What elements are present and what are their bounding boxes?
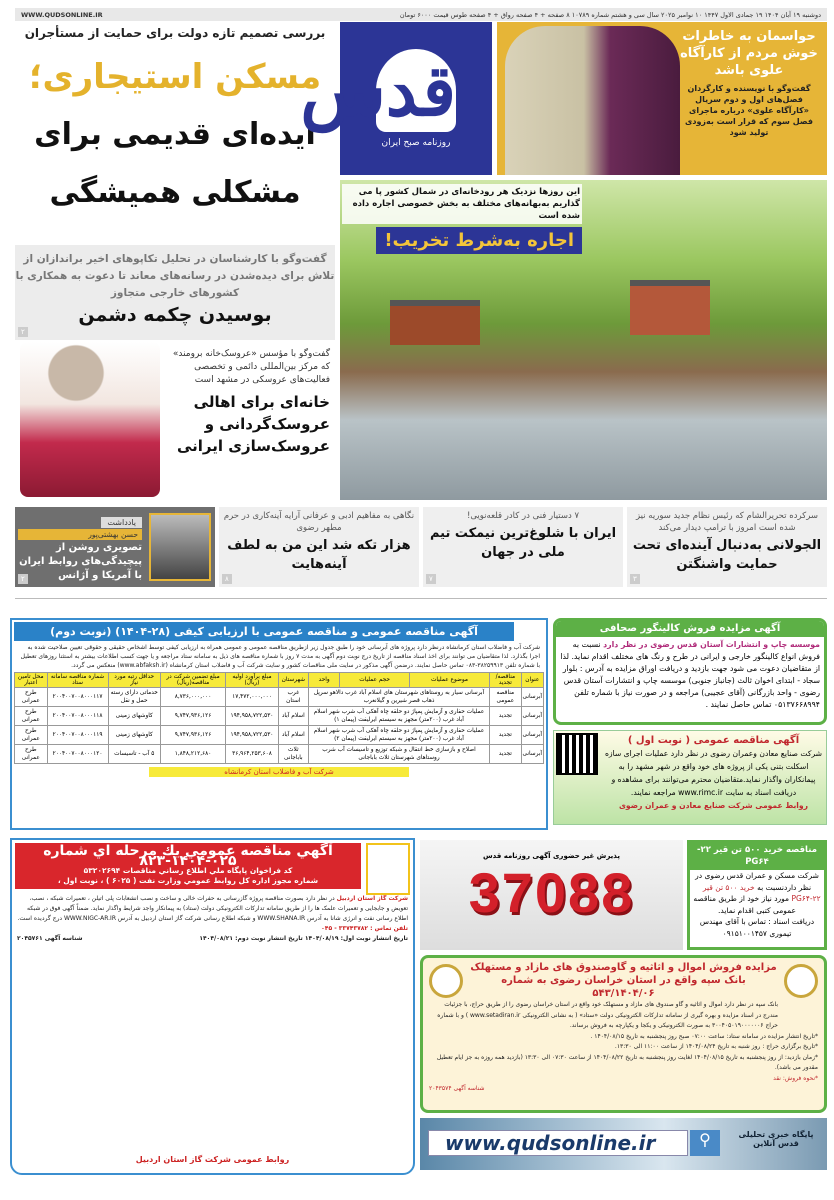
ad-subtitle: شماره مجوز اداره كل روابط عمومي وزارت نفت ( ۶۰۲۵ ) ، نوبت اول ، <box>57 876 319 885</box>
table-cell: ۱,۸۴۸,۲۱۲,۶۸۰ <box>160 745 225 764</box>
dateline: دوشنبه ۱۹ آبان ۱۴۰۴ ۱۹ جمادی الاول ۱۴۴۷ ۱۰ نوامبر ۲۰۲۵ سال سی و هشتم شماره ۱۰۷۸۹ ۸ صفحه + ۴ صفحه رواق + ۴ صفحه طوس قیمت ۶۰۰۰ تومان <box>399 10 821 19</box>
gray-story-title: بوسیدن چکمه دشمن <box>78 304 272 326</box>
mine-tender-ad <box>553 730 827 825</box>
table-header: مبلغ برآورد اولیه (ریال) <box>226 673 278 688</box>
table-cell: ۹,۷۴۷,۹۳۶,۱۲۶ <box>160 726 225 745</box>
ad-body: در نظر دارد بصورت مناقصه پروژه گازرسانی به حفرات خالی و ساخت و نصب انشعابات پلی اتیلن ، تعمیرات شبکه ، نصب، تعویض و جابجایی و تعمیرات علمک ها را از طریق سامانه تدارکات الکترونیکی دولت (ستاد) به پیمانکار واجد شرایط واگذار نماید. ضمناً آگهی فوق در شبکه اطلاع رسانی نفت و انرژی شانا به آدرس WWW.SHANA.IR و شبکه اطلاع رسانی شرکت گاز استان اردبیل به آدرس WWW.NIGC-AR.IR درج گردیده است. <box>17 895 408 922</box>
teaser-title: هزار تکه شد این من به لطف آینه‌هایت <box>227 538 411 572</box>
water-tender-ad <box>10 618 548 830</box>
table-cell: اسلام آباد <box>278 707 308 726</box>
ad-body: شرکت مسکن و عمران قدس رضوی در نظر داردنسبت به <box>695 871 819 892</box>
ad-phone-number: 37088 <box>468 861 635 924</box>
table-cell: ۲۰۰۴۰۰۷۰۰۸۰۰۰۱۱۷ <box>47 688 108 707</box>
teaser-item[interactable] <box>219 507 419 587</box>
gray-story[interactable] <box>15 245 335 340</box>
table-header: حداقل رتبه مورد نیاز <box>108 673 160 688</box>
ad-id: شناسه آگهی ۲۰۴۵۷۶۱ <box>17 935 83 942</box>
table-header: محل تامین اعتبار <box>15 673 48 688</box>
table-cell: غرب استان <box>278 688 308 707</box>
gray-story-deck: گفت‌وگو با کارشناسان در تحلیل تکاپوهای اخیر براندازان از تلاش برای دیده‌شدن در رسانه‌های معاند تا دعوت به همکاری با کشورهای خارجی متجاوز <box>15 253 335 299</box>
table-cell: کاوشهای زمینی <box>108 707 160 726</box>
page-number: ۷ <box>426 574 436 584</box>
ad-highlight: خرید ۵۰۰ تن قیر PG۶۴-۲۲ <box>702 882 821 903</box>
feature-summary: گفت‌وگو با نویسنده و کارگردان فصل‌های اول و دوم سریال «کارآگاه علوی» درباره ماجرای فصل سوم که قرار است به‌زودی تولید شود <box>685 84 813 137</box>
ad-body: مورد نیاز خود از طریق مناقصه عمومی کتبی اقدام نماید. <box>693 894 796 915</box>
table-row <box>15 726 544 745</box>
teaser-deck: ۷ دستیار فنی در کادر قلعه‌نویی! <box>466 511 580 521</box>
ad-body: شرکت آب و فاضلاب استان کرمانشاه درنظر دارد پروژه های آبرسانی خود را طبق جدول زیر ازطریق مناقصه عمومی و عمومی همراه به ارزیابی کیفی توسط اشخاص حقیقی و حقوقی تعیین صلاحیت شده به اجرا بگذارد. لذا متقاضیان می توانند برای اخذ اسناد مناقصه از تاریخ درج نوبت دوم آگهی به مدت ۷ روز با شماره مناقصه های ذیل به سامانه ستاد مراجعه و یا جهت کسب اطلاعات بیشتر به استثنا روزهای تعطیل با شماره تلفن ۳۸۲۵۹۹۱۳-۰۸۳ تماس حاصل نمایند. درضمن آگهی مذکور در سایت ملی مناقصات کشور و سایت شرکت آب و فاضلاب استان کرمانشاه (www.abfaksh.ir) منعکس می گردد. <box>20 644 540 669</box>
teaser-item[interactable] <box>423 507 623 587</box>
newspaper-logo <box>300 22 492 175</box>
table-header: موضوع عملیات <box>409 673 489 688</box>
ad-item: *تاریخ انتشار مزایده در سامانه ستاد: ساعت ۰۷:۰۰ صبح روز پنجشنبه به تاریخ ۱۴۰۴/۰۸/۱۵ . <box>590 1032 818 1040</box>
page-number: ۲ <box>18 327 28 337</box>
ad-item: *نحوه فروش: نقد <box>773 1074 818 1082</box>
ad-title: آگهی مناقصه عمومی و مناقصه عمومی با ارزیابی کیفی (۲۸-۱۴۰۴) (نوبت دوم) <box>14 622 514 641</box>
table-row <box>15 745 544 764</box>
house-image <box>390 300 480 345</box>
site-tagline: پایگاه خبری تحلیلی قدس آنلاین <box>738 1130 814 1148</box>
site-url[interactable]: WWW.QUDSONLINE.IR <box>21 10 103 19</box>
ad-header <box>15 843 361 889</box>
tender-table <box>14 672 544 764</box>
lead-headline[interactable] <box>15 48 335 222</box>
table-cell: عملیات حفاری و آزمایش پمپاژ دو حلقه چاه آهکی آب شرب شهر اسلام آباد غرب (۲۰۰متر) مجهز به سیستم ایرلیفت (پیمان ۱) <box>308 707 489 726</box>
table-cell: مناقصه عمومی <box>490 688 521 707</box>
opinion-teaser[interactable] <box>15 507 215 587</box>
teaser-item[interactable] <box>627 507 827 587</box>
house-image <box>630 280 710 335</box>
photo-story-title: اجاره به‌شرط تخریب! <box>376 227 582 254</box>
ad-body: بانک سپه در نظر دارد اموال و اثاثیه و گاو صندوق های مازاد و مستهلک خود واقع در استان خراسان رضوی را از طریق حراج، با جزئیات مندرج در اسناد مزایده و بهره گیری از سامانه تدارکات الکترونیکی دولت «ستاد» ( به نشانی الکترونیکی www.setadiran.ir ) و با شماره حراج ۳۰۰۴۰۵۰۱۹۰۰۰۰۰۰۶ به صورت الکترونیکی و یکجا و یکپارچه به فروش برساند. <box>437 1001 778 1029</box>
ad-item: *زمان بازدید: از روز پنجشنبه به تاریخ ۱۴۰۴/۰۸/۱۵ لغایت روز پنجشنبه به تاریخ ۱۴۰۴/۰۸/۲۲ از ساعت ۰۷:۳۰ الی ۱۳:۳۰ (بازدید همه روزه به جز ایام تعطیل مقدور می باشد). <box>436 1053 818 1071</box>
logo-mark: قدس <box>300 49 456 132</box>
site-url-banner[interactable]: www.qudsonline.ir <box>428 1130 688 1156</box>
ad-contact: دریافت اسناد : تماس با آقای مهندس تیموری ۰۹۱۵۱۰۰۱۴۵۷ <box>699 917 815 938</box>
table-cell: ۳۶,۹۶۴,۲۵۳,۶۰۸ <box>226 745 278 764</box>
calendar-auction-ad <box>553 618 827 725</box>
ad-title: مناقصه خرید ۵۰۰ تن قیر ۲۲-PG۶۴ <box>690 843 824 870</box>
ad-footer: روابط عمومی شرکت گاز استان اردبیل <box>135 1155 290 1164</box>
table-cell: ۲۰۰۴۰۰۷۰۰۸۰۰۰۱۱۸ <box>47 707 108 726</box>
ad-body: شرکت صنایع معادن وعمران رضوی در نظر دارد عملیات اجرای سازه اسکلت بتنی یکی از پروژه های خود واقع در شهر مشهد را به پیمانکاران واگذار نماید.متقاضیان محترم می‌توانند برای مشاهده و دریافت اسناد به سایت www.rimc.ir مراجعه نمایند. <box>604 749 823 797</box>
bank-auction-ad <box>420 955 827 1113</box>
table-cell: ۲۰۰۴۰۰۷۰۰۸۰۰۰۱۲۰ <box>47 745 108 764</box>
table-cell: آبرسانی <box>521 726 544 745</box>
ad-title: آگهی مناقصه عمومی ( نوبت اول ) <box>627 735 800 746</box>
ad-id: شناسه آگهی ۲۰۴۳۵۷۴ <box>429 1085 485 1092</box>
table-header: واحد <box>308 673 340 688</box>
table-header: حجم عملیات <box>340 673 409 688</box>
phone-ad <box>420 840 683 950</box>
ad-title: مزایده فروش اموال و اثاثیه و گاوصندوق های مازاد و مستهلک بانک سپه واقع در استان خراسان رضوی به شماره ۵۴۳/۱۴۰۴/۰۶ <box>470 962 777 999</box>
ad-item: *تاریخ برگزاری حراج : روز شنبه به تاریخ ۱۴۰۴/۰۸/۲۴ از ساعت ۱۱:۰۰ الی ۱۳:۳۰. <box>614 1043 818 1050</box>
table-cell: ۹,۷۴۷,۹۳۶,۱۲۶ <box>160 707 225 726</box>
qudsonline-banner[interactable] <box>420 1118 827 1170</box>
ad-body: نسبت به فروش انواع کالینگور خارجی و ایرانی در طرح و رنگ های مختلف اقدام نماید. لذا از متقاضیان دعوت می شود جهت بازدید و دریافت اوراق مزایده به آدرس : بلوار سجاد - ابتدای اخوان ثالث (جانباز جنوبی) موسسه چاپ و انتشارات آستان قدس رضوی - واحد بازرگانی (آقای عجیبی) مراجعه و در صورت نیاز با شماره تلفن ۰۵۱۳۷۶۶۸۹۹۴ تماس حاصل نمایند . <box>560 640 820 709</box>
opinion-label: یادداشت <box>101 517 142 528</box>
table-header: مناقصه/تجدید <box>490 673 521 688</box>
lead-kicker: بررسی تصمیم تازه دولت برای حمایت از مستأجران <box>24 26 326 40</box>
ad-title: آگهي مناقصه عمومي يك مرحله اي شماره ۰۲۵-۱۴۰۴-۸۲۳ <box>43 843 333 869</box>
ad-title: آگهی مزایده فروش کالینگور صحافی <box>556 621 824 637</box>
table-cell: طرح عمرانی <box>15 745 48 764</box>
page-number: ۸ <box>222 574 232 584</box>
table-header: مبلغ تضمین شرکت در مناقصه(ریال) <box>160 673 225 688</box>
teaser-title: ایران با شلوغ‌ترین نیمکت تیم ملی در جهان <box>429 526 617 560</box>
table-header: شهرستان <box>278 673 308 688</box>
opinion-author: حسن بهشتی‌پور <box>18 529 142 540</box>
table-cell: طرح عمرانی <box>15 688 48 707</box>
puppet-story-deck: گفت‌وگو با مؤسس «عروسک‌خانه برومند» که مرکز بین‌المللی دائمی و تخصصی فعالیت‌های عروسکی در مشهد است <box>172 349 330 385</box>
gas-tender-ad <box>10 838 415 1175</box>
ad-highlight: موسسه چاپ و انتشارات آستان قدس رضوی در نظر دارد <box>603 640 820 649</box>
teaser-title: الجولانی به‌دنبال آینده‌ای تحت حمایت واشنگتن <box>632 538 822 572</box>
table-cell: اسلام آباد <box>278 726 308 745</box>
dateline-bar <box>15 8 827 21</box>
puppeteer-photo <box>20 342 160 497</box>
table-cell: تجدید <box>490 707 521 726</box>
ad-caption: پذیرش غیر حضوری آگهی روزنامه قدس <box>483 852 620 860</box>
puppet-story-title: خانه‌ای برای اهالی عروسک‌گردانی و عروسک‌سازی ایرانی <box>176 393 330 455</box>
table-cell: آبرسانی <box>521 707 544 726</box>
table-cell: ۵ آب - تاسیسات <box>108 745 160 764</box>
gas-company-logo <box>366 843 410 895</box>
lead-title-line: ایده‌ای قدیمی برای <box>34 117 316 152</box>
teaser-deck: نگاهی به مفاهیم ادبی و عرفانی آرایه آینه‌کاری در حرم مطهر رضوی <box>223 511 415 533</box>
search-icon[interactable]: ⚲ <box>690 1130 720 1156</box>
table-cell: ثلاث باباجانی <box>278 745 308 764</box>
teaser-row <box>15 507 827 587</box>
table-cell: خدماتی دارای رسته حمل و نقل <box>108 688 160 707</box>
ad-phone: تلفن تماس : ۳۳۷۴۳۷۸۲ - ۰۴۵ <box>321 925 408 932</box>
table-cell: ۱۹۴,۹۵۸,۷۲۲,۵۳۰ <box>226 707 278 726</box>
table-cell: تجدید <box>490 726 521 745</box>
logo-subtitle: روزنامه صبح ایران <box>381 138 451 148</box>
actors-photo <box>505 26 680 175</box>
teaser-deck: سرکرده تحریرالشام که رئیس نظام جدید سوریه نیز شده است امروز با ترامپ دیدار می‌کند <box>635 511 819 533</box>
table-cell: ۲۰۰۴۰۰۷۰۰۸۰۰۰۱۱۹ <box>47 726 108 745</box>
table-cell: ۱۹۴,۹۵۸,۷۲۲,۵۳۰ <box>226 726 278 745</box>
table-cell: آبرسانی سیار به روستاهای شهرستان های اسلام آباد غرب دالاهو سرپل ذهاب قصر شیرین و گیلانغرب <box>308 688 489 707</box>
photo-story-subtitle: این روزها نزدیک هر رودخانه‌ای در شمال کشور پا می گذاریم به‌بهانه‌های مختلف به بخش خصوصی اجاره داده شده است <box>342 184 582 224</box>
table-cell: ۱۷,۴۷۲,۰۰۰,۰۰۰ <box>226 688 278 707</box>
table-cell: عملیات حفاری و آزمایش پمپاژ دو حلقه چاه آهکی آب شرب شهر اسلام آباد غرب (۲۰۰متر) مجهز به سیستم ایرلیفت (پیمان ۲) <box>308 726 489 745</box>
bitumen-tender-ad <box>687 840 827 950</box>
ad-dates: تاریخ انتشار نوبت اول: ۱۴۰۴/۰۸/۱۹ تاریخ انتشار نوبت دوم: ۱۴۰۴/۰۸/۲۱ <box>199 935 408 942</box>
lead-title-highlight: مسکن استیجاری؛ <box>28 57 322 97</box>
ad-company: شرکت گاز استان اردبیل <box>336 895 408 902</box>
table-cell: اصلاح و بازسازی خط انتقال و شبکه توزیع و تاسیسات آب شرب روستاهای شهرستان ثلاث باباجانی <box>308 745 489 764</box>
bank-emblem-icon <box>784 964 818 998</box>
page-number: ۳ <box>630 574 640 584</box>
page-number: ۲ <box>18 574 28 584</box>
divider <box>15 598 827 599</box>
table-cell: آبرسانی <box>521 688 544 707</box>
bank-emblem-icon <box>429 964 463 998</box>
table-cell: تجدید <box>490 745 521 764</box>
puppet-story[interactable] <box>15 342 335 500</box>
river-photo-story[interactable] <box>340 180 827 500</box>
ad-footer: روابط عمومی شرکت صنایع معادن و عمران رضوی <box>618 801 809 810</box>
lead-title-line: مشکلی همیشگی <box>49 175 301 210</box>
table-header: عنوان <box>521 673 544 688</box>
feature-top[interactable] <box>497 22 827 175</box>
table-row <box>15 707 544 726</box>
table-cell: طرح عمرانی <box>15 707 48 726</box>
qr-code-icon <box>558 735 596 773</box>
opinion-title: تصویری روشن از پیچیدگی‌های روابط ایران با آمریکا و آژانس <box>19 542 142 581</box>
author-photo <box>149 513 211 581</box>
table-cell: آبرسانی <box>521 745 544 764</box>
table-header: شماره مناقصه سامانه ستاد <box>47 673 108 688</box>
table-cell: ۸,۷۳۶,۰۰۰,۰۰۰ <box>160 688 225 707</box>
ad-subtitle: كد فراخوان پايگاه ملي اطلاع رساني مناقصات ۵۳۲۰۲۶۹۴ <box>83 866 293 875</box>
table-row <box>15 688 544 707</box>
table-cell: کاوشهای زمینی <box>108 726 160 745</box>
feature-title: حواسمان به خاطرات خوش مردم از کارآگاه علوی باشد <box>680 29 818 78</box>
ad-footer: شرکت آب و فاضلاب استان کرمانشاه <box>149 767 409 777</box>
table-cell: طرح عمرانی <box>15 726 48 745</box>
